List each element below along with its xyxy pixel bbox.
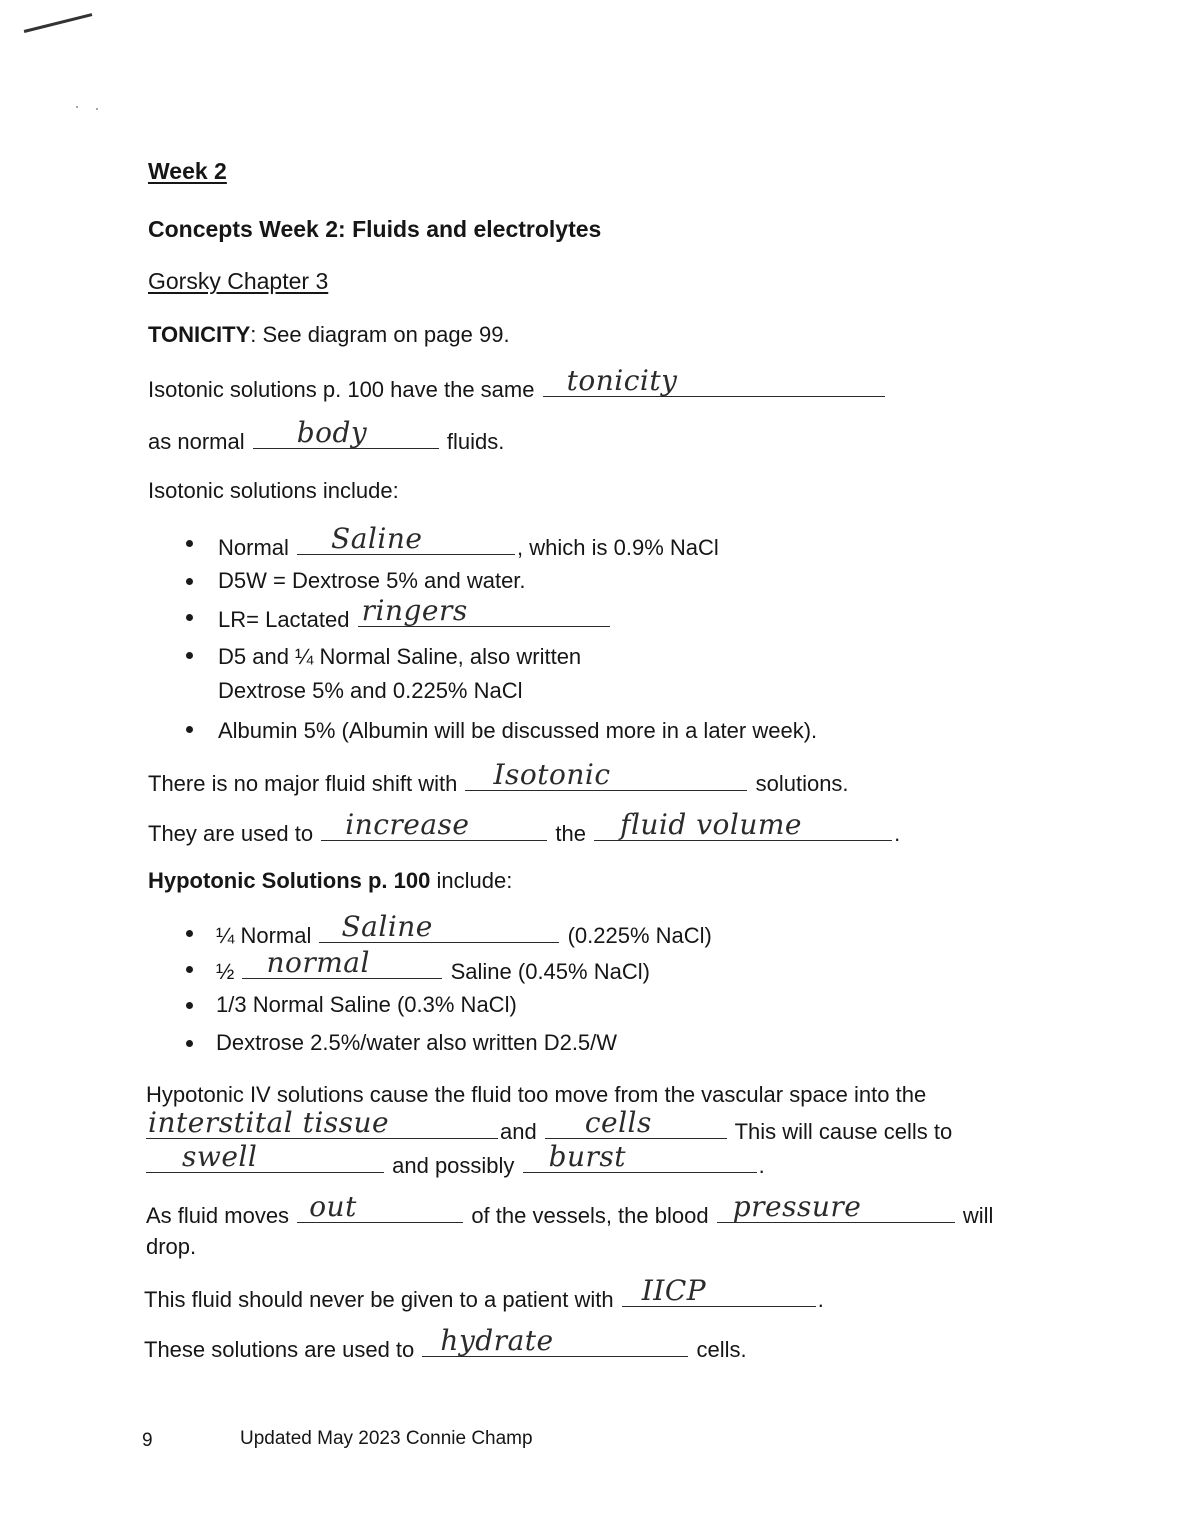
text: . bbox=[817, 1287, 824, 1312]
answer-blank[interactable] bbox=[545, 1106, 727, 1139]
list-item: D5 and ¼ Normal Saline, also written bbox=[218, 644, 582, 669]
drop-text: drop. bbox=[146, 1234, 197, 1259]
fluid-shift-line bbox=[148, 758, 849, 799]
bullet-dot bbox=[186, 930, 193, 937]
bullet-dot bbox=[186, 614, 193, 621]
text: (0.225% NaCl) bbox=[567, 923, 712, 948]
answer-blank[interactable] bbox=[422, 1324, 688, 1357]
handwritten-answer: swell bbox=[182, 1140, 258, 1173]
pen-mark bbox=[24, 13, 93, 32]
chapter-reference: Gorsky Chapter 3 bbox=[148, 268, 329, 294]
isotonic-text: Isotonic solutions p. 100 have the same bbox=[148, 377, 535, 402]
bullet-dot bbox=[186, 726, 193, 733]
tonicity-text: : See diagram on page 99. bbox=[250, 322, 510, 347]
text: These solutions are used to bbox=[144, 1337, 415, 1362]
answer-blank[interactable] bbox=[297, 1190, 463, 1223]
text: cells. bbox=[696, 1337, 747, 1362]
text: . bbox=[758, 1153, 765, 1178]
isotonic-include-heading: Isotonic solutions include: bbox=[148, 478, 399, 503]
handwritten-answer: Saline bbox=[341, 910, 433, 943]
handwritten-answer: fluid volume bbox=[620, 808, 802, 841]
bullet-dot bbox=[186, 652, 193, 659]
handwritten-answer: burst bbox=[548, 1140, 627, 1173]
list-item: 1/3 Normal Saline (0.3% NaCl) bbox=[216, 992, 517, 1017]
scan-speck bbox=[96, 108, 98, 110]
text: ½ bbox=[216, 959, 235, 984]
text: , which is 0.9% NaCl bbox=[517, 535, 719, 560]
bullet-dot bbox=[186, 966, 193, 973]
answer-blank[interactable] bbox=[543, 364, 885, 397]
handwritten-answer: hydrate bbox=[440, 1324, 554, 1357]
handwritten-answer: interstital tissue bbox=[148, 1106, 390, 1139]
hypotonic-cause-line: Hypotonic IV solutions cause the fluid too move from the vascular space into the bbox=[146, 1082, 927, 1107]
list-item bbox=[218, 522, 719, 563]
text: Normal bbox=[218, 535, 289, 560]
concepts-heading: Concepts Week 2: Fluids and electrolytes bbox=[148, 216, 602, 242]
handwritten-answer: IICP bbox=[641, 1274, 707, 1307]
text: ¼ Normal bbox=[216, 923, 312, 948]
fluid-moves-line bbox=[146, 1190, 994, 1231]
text: This will cause cells to bbox=[734, 1119, 953, 1144]
handwritten-answer: cells bbox=[584, 1106, 652, 1139]
list-item: Dextrose 2.5%/water also written D2.5/W bbox=[216, 1030, 618, 1055]
list-item bbox=[218, 594, 612, 635]
text: as normal bbox=[148, 429, 245, 454]
bullet-dot bbox=[186, 578, 193, 585]
page-title: Week 2 bbox=[148, 158, 227, 184]
hydrate-line bbox=[144, 1324, 747, 1365]
handwritten-answer: pressure bbox=[732, 1190, 862, 1223]
never-given-line bbox=[144, 1274, 824, 1315]
footer-updated: Updated May 2023 Connie Champ bbox=[240, 1428, 533, 1449]
answer-blank[interactable] bbox=[297, 522, 515, 555]
answer-blank[interactable] bbox=[594, 808, 892, 841]
answer-blank[interactable] bbox=[253, 416, 439, 449]
text: and possibly bbox=[392, 1153, 515, 1178]
used-to-line bbox=[148, 808, 901, 849]
hypotonic-heading-bold: Hypotonic Solutions p. 100 bbox=[148, 868, 431, 893]
hypotonic-heading bbox=[148, 866, 512, 896]
answer-blank[interactable] bbox=[523, 1140, 757, 1173]
answer-blank[interactable] bbox=[319, 910, 559, 943]
handwritten-answer: increase bbox=[345, 808, 470, 841]
list-item bbox=[216, 946, 650, 987]
text: There is no major fluid shift with bbox=[148, 771, 458, 796]
handwritten-answer: Isotonic bbox=[493, 758, 611, 791]
answer-blank[interactable] bbox=[465, 758, 747, 791]
bullet-dot bbox=[186, 1002, 193, 1009]
isotonic-line-2 bbox=[148, 416, 505, 457]
text: This fluid should never be given to a patient with bbox=[144, 1287, 614, 1312]
text: will bbox=[962, 1203, 994, 1228]
answer-blank[interactable] bbox=[717, 1190, 955, 1223]
answer-blank[interactable] bbox=[242, 946, 442, 979]
text: LR= Lactated bbox=[218, 607, 350, 632]
answer-blank[interactable] bbox=[321, 808, 547, 841]
hypotonic-swell-line bbox=[146, 1140, 765, 1181]
isotonic-line-1 bbox=[148, 364, 887, 405]
answer-blank[interactable] bbox=[146, 1106, 498, 1139]
list-item-continuation: Dextrose 5% and 0.225% NaCl bbox=[218, 678, 523, 703]
text: fluids. bbox=[446, 429, 505, 454]
bullet-dot bbox=[186, 1040, 193, 1047]
answer-blank[interactable] bbox=[622, 1274, 816, 1307]
handwritten-answer: normal bbox=[266, 946, 370, 979]
text: and bbox=[500, 1119, 537, 1144]
tonicity-label: TONICITY bbox=[148, 322, 251, 347]
handwritten-answer: tonicity bbox=[566, 364, 678, 397]
handwritten-answer: ringers bbox=[361, 594, 468, 627]
list-item: Albumin 5% (Albumin will be discussed more in a later week). bbox=[218, 718, 818, 743]
text: As fluid moves bbox=[146, 1203, 290, 1228]
text: the bbox=[555, 821, 586, 846]
scan-speck bbox=[76, 106, 78, 108]
list-item: D5W = Dextrose 5% and water. bbox=[218, 568, 526, 593]
text: They are used to bbox=[148, 821, 314, 846]
answer-blank[interactable] bbox=[358, 594, 610, 627]
tonicity-line bbox=[148, 320, 510, 350]
answer-blank[interactable] bbox=[146, 1140, 384, 1173]
page-number: 9 bbox=[142, 1430, 153, 1451]
handwritten-answer: Saline bbox=[331, 522, 423, 555]
text: solutions. bbox=[755, 771, 849, 796]
bullet-dot bbox=[186, 540, 193, 547]
text: Saline (0.45% NaCl) bbox=[450, 959, 650, 984]
text: of the vessels, the blood bbox=[471, 1203, 709, 1228]
handwritten-answer: out bbox=[309, 1190, 357, 1223]
text: . bbox=[894, 821, 901, 846]
text: include: bbox=[430, 868, 513, 893]
handwritten-answer: body bbox=[296, 416, 368, 449]
